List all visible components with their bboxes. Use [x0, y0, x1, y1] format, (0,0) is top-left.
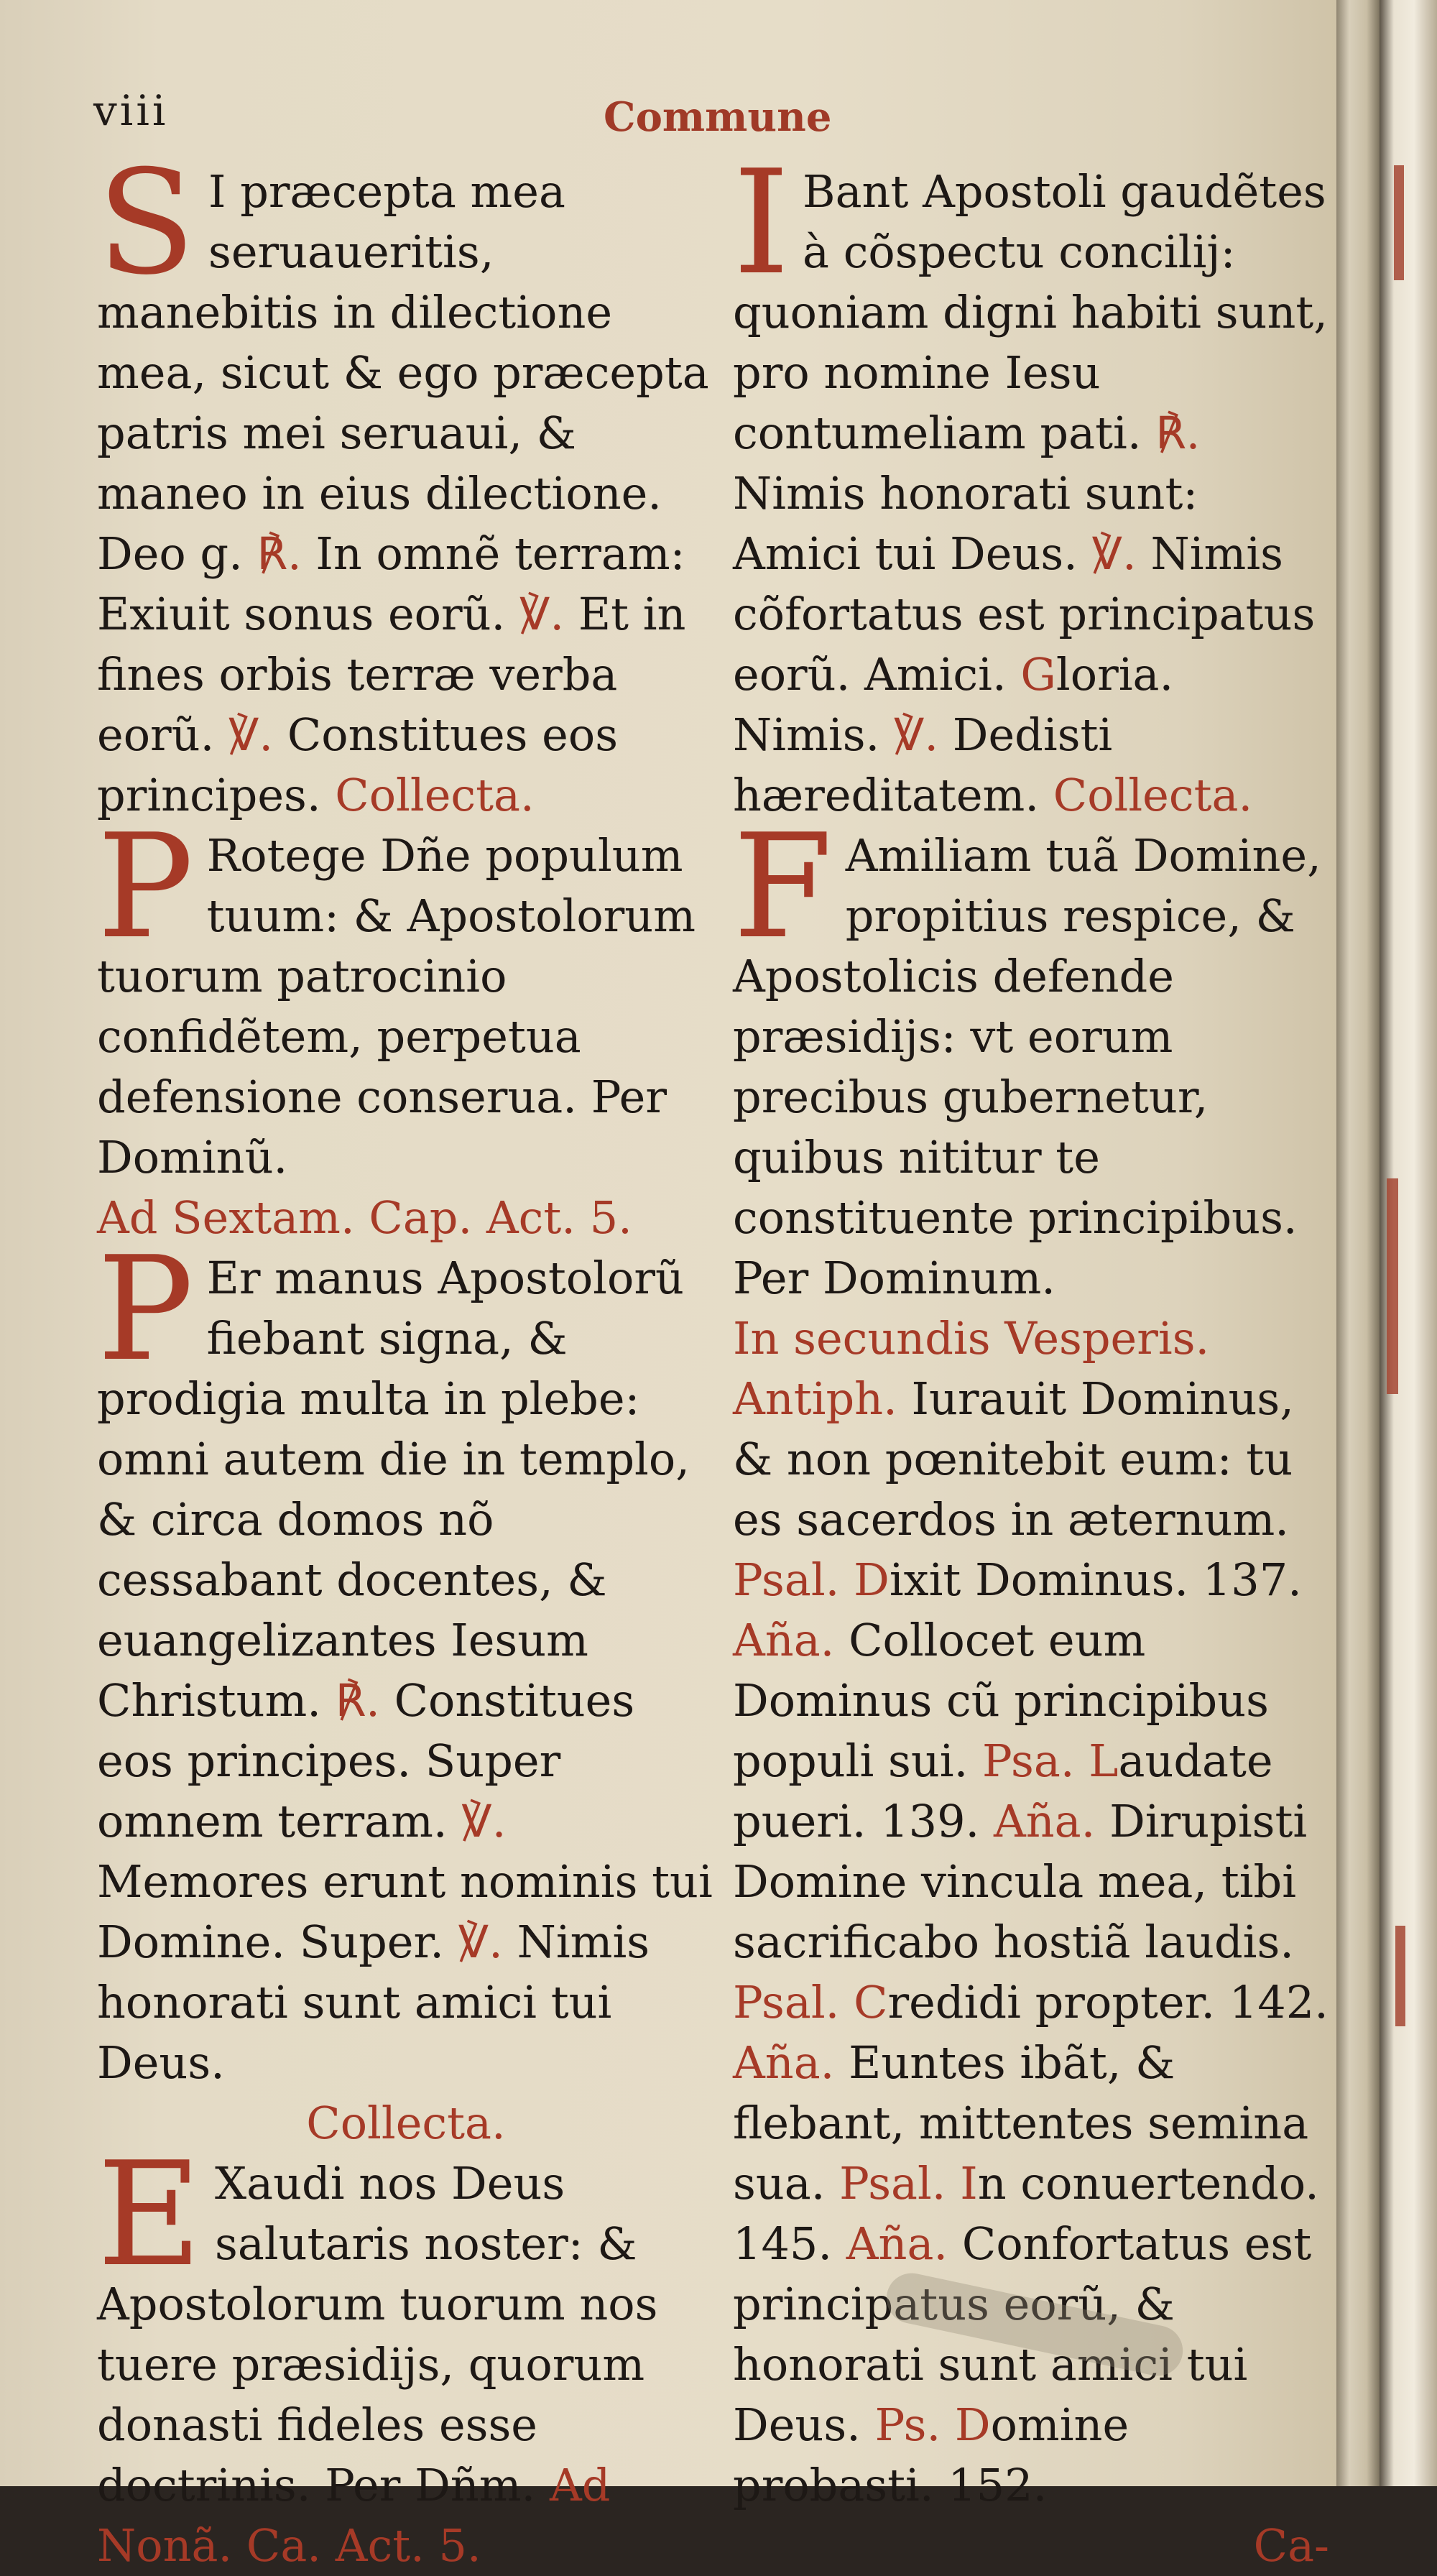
drop-initial: S	[97, 139, 196, 307]
left-paragraph-1	[97, 139, 715, 826]
psalm-initial: D	[854, 1554, 890, 1606]
right-paragraph-1	[733, 139, 1329, 826]
drop-initial: E	[97, 2131, 202, 2299]
psalm-initial: I	[960, 2157, 978, 2210]
left-paragraph-4	[97, 2131, 715, 2576]
versicle-symbol: ℣.	[519, 588, 565, 640]
response-symbol: ℟.	[1155, 407, 1201, 459]
antiphon-label: Aña.	[733, 2036, 835, 2089]
text: Nimis honorati sunt: Amici tui Deus.	[733, 467, 1198, 580]
text: Nimis cõfortatus est principatus eorũ. Amici.	[733, 527, 1316, 701]
text: Confortatus est principatus eorũ, & honorati sunt amici tui Deus.	[733, 2217, 1312, 2451]
psalm-label: Psal.	[733, 1554, 840, 1606]
left-column	[97, 139, 715, 2576]
versicle-symbol: ℣.	[458, 1916, 503, 1968]
text: audate pueri. 139.	[733, 1735, 1273, 1847]
text: Constitues eos principes.	[97, 708, 619, 821]
running-title: Commune	[604, 93, 832, 141]
response-symbol: ℟.	[335, 1674, 380, 1727]
antiphon-label: Aña.	[846, 2217, 948, 2270]
right-column	[733, 139, 1329, 2576]
folio-number: viii	[93, 86, 169, 135]
catchword: Ca-	[1253, 2519, 1329, 2572]
red-edge-mark	[1395, 1926, 1405, 2026]
text: Constitues eos principes. Super omnem terram.	[97, 1674, 635, 1847]
drop-initial: P	[97, 1226, 194, 1393]
text: Memores erunt nominis tui Domine. Super.	[97, 1855, 713, 1968]
gloria-initial: G	[1020, 648, 1056, 701]
red-edge-mark	[1387, 1178, 1398, 1394]
text: Euntes ibãt, & flebant, mittentes semina sua.	[733, 2036, 1309, 2210]
vesperae-heading: In secundis Vesperis. Antiph.	[733, 1312, 1210, 1425]
sexta-heading: Ad Sextam. Cap. Act. 5.	[97, 1191, 632, 1244]
psalm-initial: L	[1089, 1735, 1119, 1787]
text: Bant Apostoli gaudẽtes à cõspectu concilij: quoniam digni habiti sunt, pro nomine Iesu contumeliam pati.	[733, 165, 1329, 459]
versicle-symbol: ℣.	[1091, 527, 1137, 580]
red-edge-mark	[1394, 165, 1404, 280]
versicle-symbol: ℣.	[893, 708, 939, 761]
text: Rotege Dñe populum tuum: & Apostolorum tuorum patrocinio confidẽtem, perpetua defensione conserua. Per Dominũ.	[97, 829, 696, 1183]
antiphon-label: Aña.	[733, 1614, 835, 1666]
page-edge	[1336, 0, 1380, 2486]
left-paragraph-3	[97, 1226, 715, 2093]
text: ixit Dominus. 137.	[889, 1554, 1302, 1606]
psalm-label: Psal.	[839, 2157, 946, 2210]
text: Xaudi nos Deus salutaris noster: & Apostolorum tuorum nos tuere præsidijs, quorum donasti fideles esse doctrinis. Per Dñm.	[97, 2157, 658, 2511]
text: Iurauit Dominus, & non pœnitebit eum: tu es sacerdos in æternum.	[733, 1372, 1294, 1546]
text: Er manus Apostolorũ fiebant signa, & prodigia multa in plebe: omni autem die in templo, & circa domos nõ cessabant docentes, & euangelizantes Iesum Christum.	[97, 1252, 690, 1727]
antiphon-label: Aña.	[993, 1795, 1096, 1847]
nona-rubric: Ad Nonã. Ca. Act. 5.	[97, 2459, 611, 2572]
text: In omnẽ terram: Exiuit sonus eorũ.	[97, 527, 685, 640]
text: Nimis honorati sunt amici tui Deus.	[97, 1916, 650, 2089]
text: redidi propter. 142.	[887, 1976, 1329, 2028]
drop-initial: F	[733, 803, 833, 971]
text: n conuertendo. 145.	[733, 2157, 1319, 2270]
versicle-symbol: ℣.	[461, 1795, 507, 1847]
text: Dirupisti Domine vincula mea, tibi sacrificabo hostiã laudis.	[733, 1795, 1308, 1968]
left-paragraph-2	[97, 803, 715, 1188]
text: I præcepta mea seruaueritis, manebitis in dilectione mea, sicut & ego præcepta patris mei seruaui, & maneo in eius dilectione. Deo g.	[97, 165, 709, 580]
psalm-label: Psal.	[733, 1976, 840, 2028]
text: omine probasti. 152.	[733, 2399, 1129, 2511]
collecta-heading: Collecta.	[306, 2097, 506, 2149]
collecta-rubric: Collecta.	[1053, 769, 1253, 821]
collecta-rubric: Collecta.	[335, 769, 535, 821]
page-edge-outer	[1380, 0, 1437, 2486]
response-symbol: ℟.	[257, 527, 302, 580]
psalm-initial: D	[954, 2399, 991, 2451]
text: Et in fines orbis terræ verba eorũ.	[97, 588, 686, 761]
text: Collocet eum Dominus cũ principibus populi sui.	[733, 1614, 1269, 1787]
drop-initial: I	[733, 139, 790, 307]
psalm-initial: C	[854, 1976, 888, 2028]
text: loria. Nimis.	[733, 648, 1174, 761]
psalm-label: Psa.	[982, 1735, 1075, 1787]
drop-initial: P	[97, 803, 194, 971]
right-paragraph-2	[733, 803, 1329, 1308]
text: Amiliam tuã Domine, propitius respice, & Apostolicis defende præsidijs: vt eorum precibus gubernetur, quibus nititur te constituente principibus. Per Dominum.	[733, 829, 1321, 1304]
psalm-label: Ps.	[874, 2399, 941, 2451]
versicle-symbol: ℣.	[228, 708, 274, 761]
text: Dedisti hæreditatem.	[733, 708, 1113, 821]
